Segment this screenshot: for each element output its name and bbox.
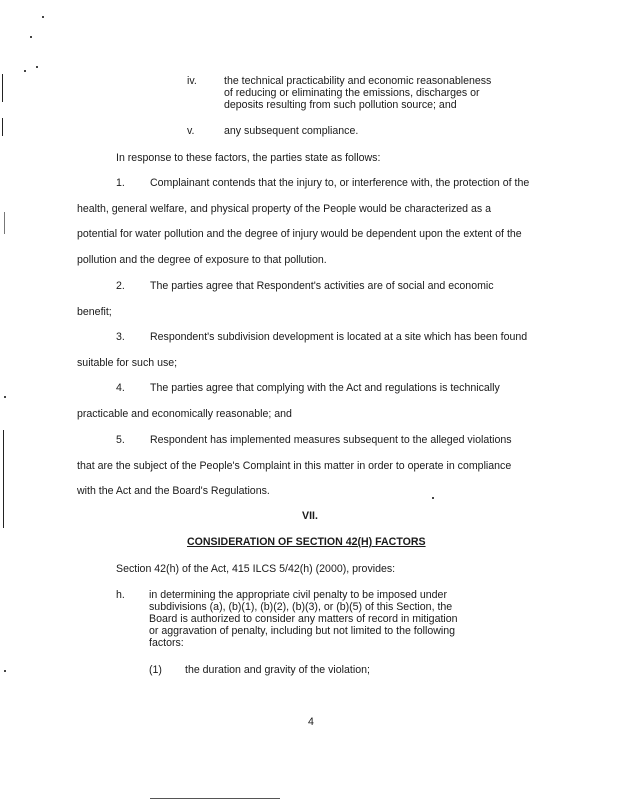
scan-speck — [4, 670, 6, 672]
scan-speck — [36, 66, 38, 68]
scan-speck — [432, 497, 434, 499]
statute-line: factors: — [149, 637, 184, 649]
paragraph-line: The parties agree that Respondent's activities are of social and economic — [150, 280, 494, 292]
intro-sentence: In response to these factors, the parties state as follows: — [116, 152, 381, 164]
section-numeral: VII. — [302, 510, 318, 522]
statute-line: in determining the appropriate civil penalty to be imposed under — [149, 589, 447, 601]
statute-label: h. — [116, 589, 125, 601]
paragraph-number: 5. — [116, 434, 125, 446]
scan-margin-mark — [2, 74, 3, 102]
paragraph-line: with the Act and the Board's Regulations. — [77, 485, 270, 497]
paragraph-number: 2. — [116, 280, 125, 292]
statute-sub-label: (1) — [149, 664, 162, 676]
list-numeral-v: v. — [187, 125, 195, 137]
paragraph-line: Respondent has implemented measures subsequent to the alleged violations — [150, 434, 512, 446]
scan-margin-mark — [4, 212, 5, 234]
paragraph-number: 4. — [116, 382, 125, 394]
statute-line: subdivisions (a), (b)(1), (b)(2), (b)(3), or (b)(5) of this Section, the — [149, 601, 453, 613]
statute-line: Board is authorized to consider any matters of record in mitigation — [149, 613, 458, 625]
list-item-line: of reducing or eliminating the emissions, discharges or — [224, 87, 480, 99]
statute-line: or aggravation of penalty, including but not limited to the following — [149, 625, 456, 637]
scan-speck — [42, 16, 44, 18]
scan-speck — [30, 36, 32, 38]
list-item-line: deposits resulting from such pollution source; and — [224, 99, 457, 111]
paragraph-line: that are the subject of the People's Complaint in this matter in order to operate in compliance — [77, 460, 512, 472]
page-number: 4 — [308, 716, 314, 728]
scan-margin-mark — [3, 430, 4, 528]
scan-bottom-artifact — [150, 798, 280, 799]
paragraph-line: potential for water pollution and the degree of injury would be dependent upon the extent of the — [77, 228, 522, 240]
scan-speck — [4, 396, 6, 398]
paragraph-number: 1. — [116, 177, 125, 189]
list-item-line: the technical practicability and economic reasonableness — [224, 75, 492, 87]
list-numeral-iv: iv. — [187, 75, 197, 87]
statute-sub-text: the duration and gravity of the violation; — [185, 664, 370, 676]
paragraph-line: suitable for such use; — [77, 357, 178, 369]
paragraph-line: The parties agree that complying with the Act and regulations is technically — [150, 382, 500, 394]
list-item-line: any subsequent compliance. — [224, 125, 359, 137]
statute-intro: Section 42(h) of the Act, 415 ILCS 5/42(h) (2000), provides: — [116, 563, 396, 575]
paragraph-line: pollution and the degree of exposure to that pollution. — [77, 254, 327, 266]
paragraph-number: 3. — [116, 331, 125, 343]
section-heading: CONSIDERATION OF SECTION 42(H) FACTORS — [187, 536, 426, 548]
paragraph-line: Complainant contends that the injury to, or interference with, the protection of the — [150, 177, 530, 189]
paragraph-line: health, general welfare, and physical property of the People would be characterized as a — [77, 203, 491, 215]
paragraph-line: practicable and economically reasonable; and — [77, 408, 292, 420]
scan-margin-mark — [2, 118, 3, 136]
paragraph-line: benefit; — [77, 306, 112, 318]
paragraph-line: Respondent's subdivision development is located at a site which has been found — [150, 331, 528, 343]
scan-speck — [24, 70, 26, 72]
